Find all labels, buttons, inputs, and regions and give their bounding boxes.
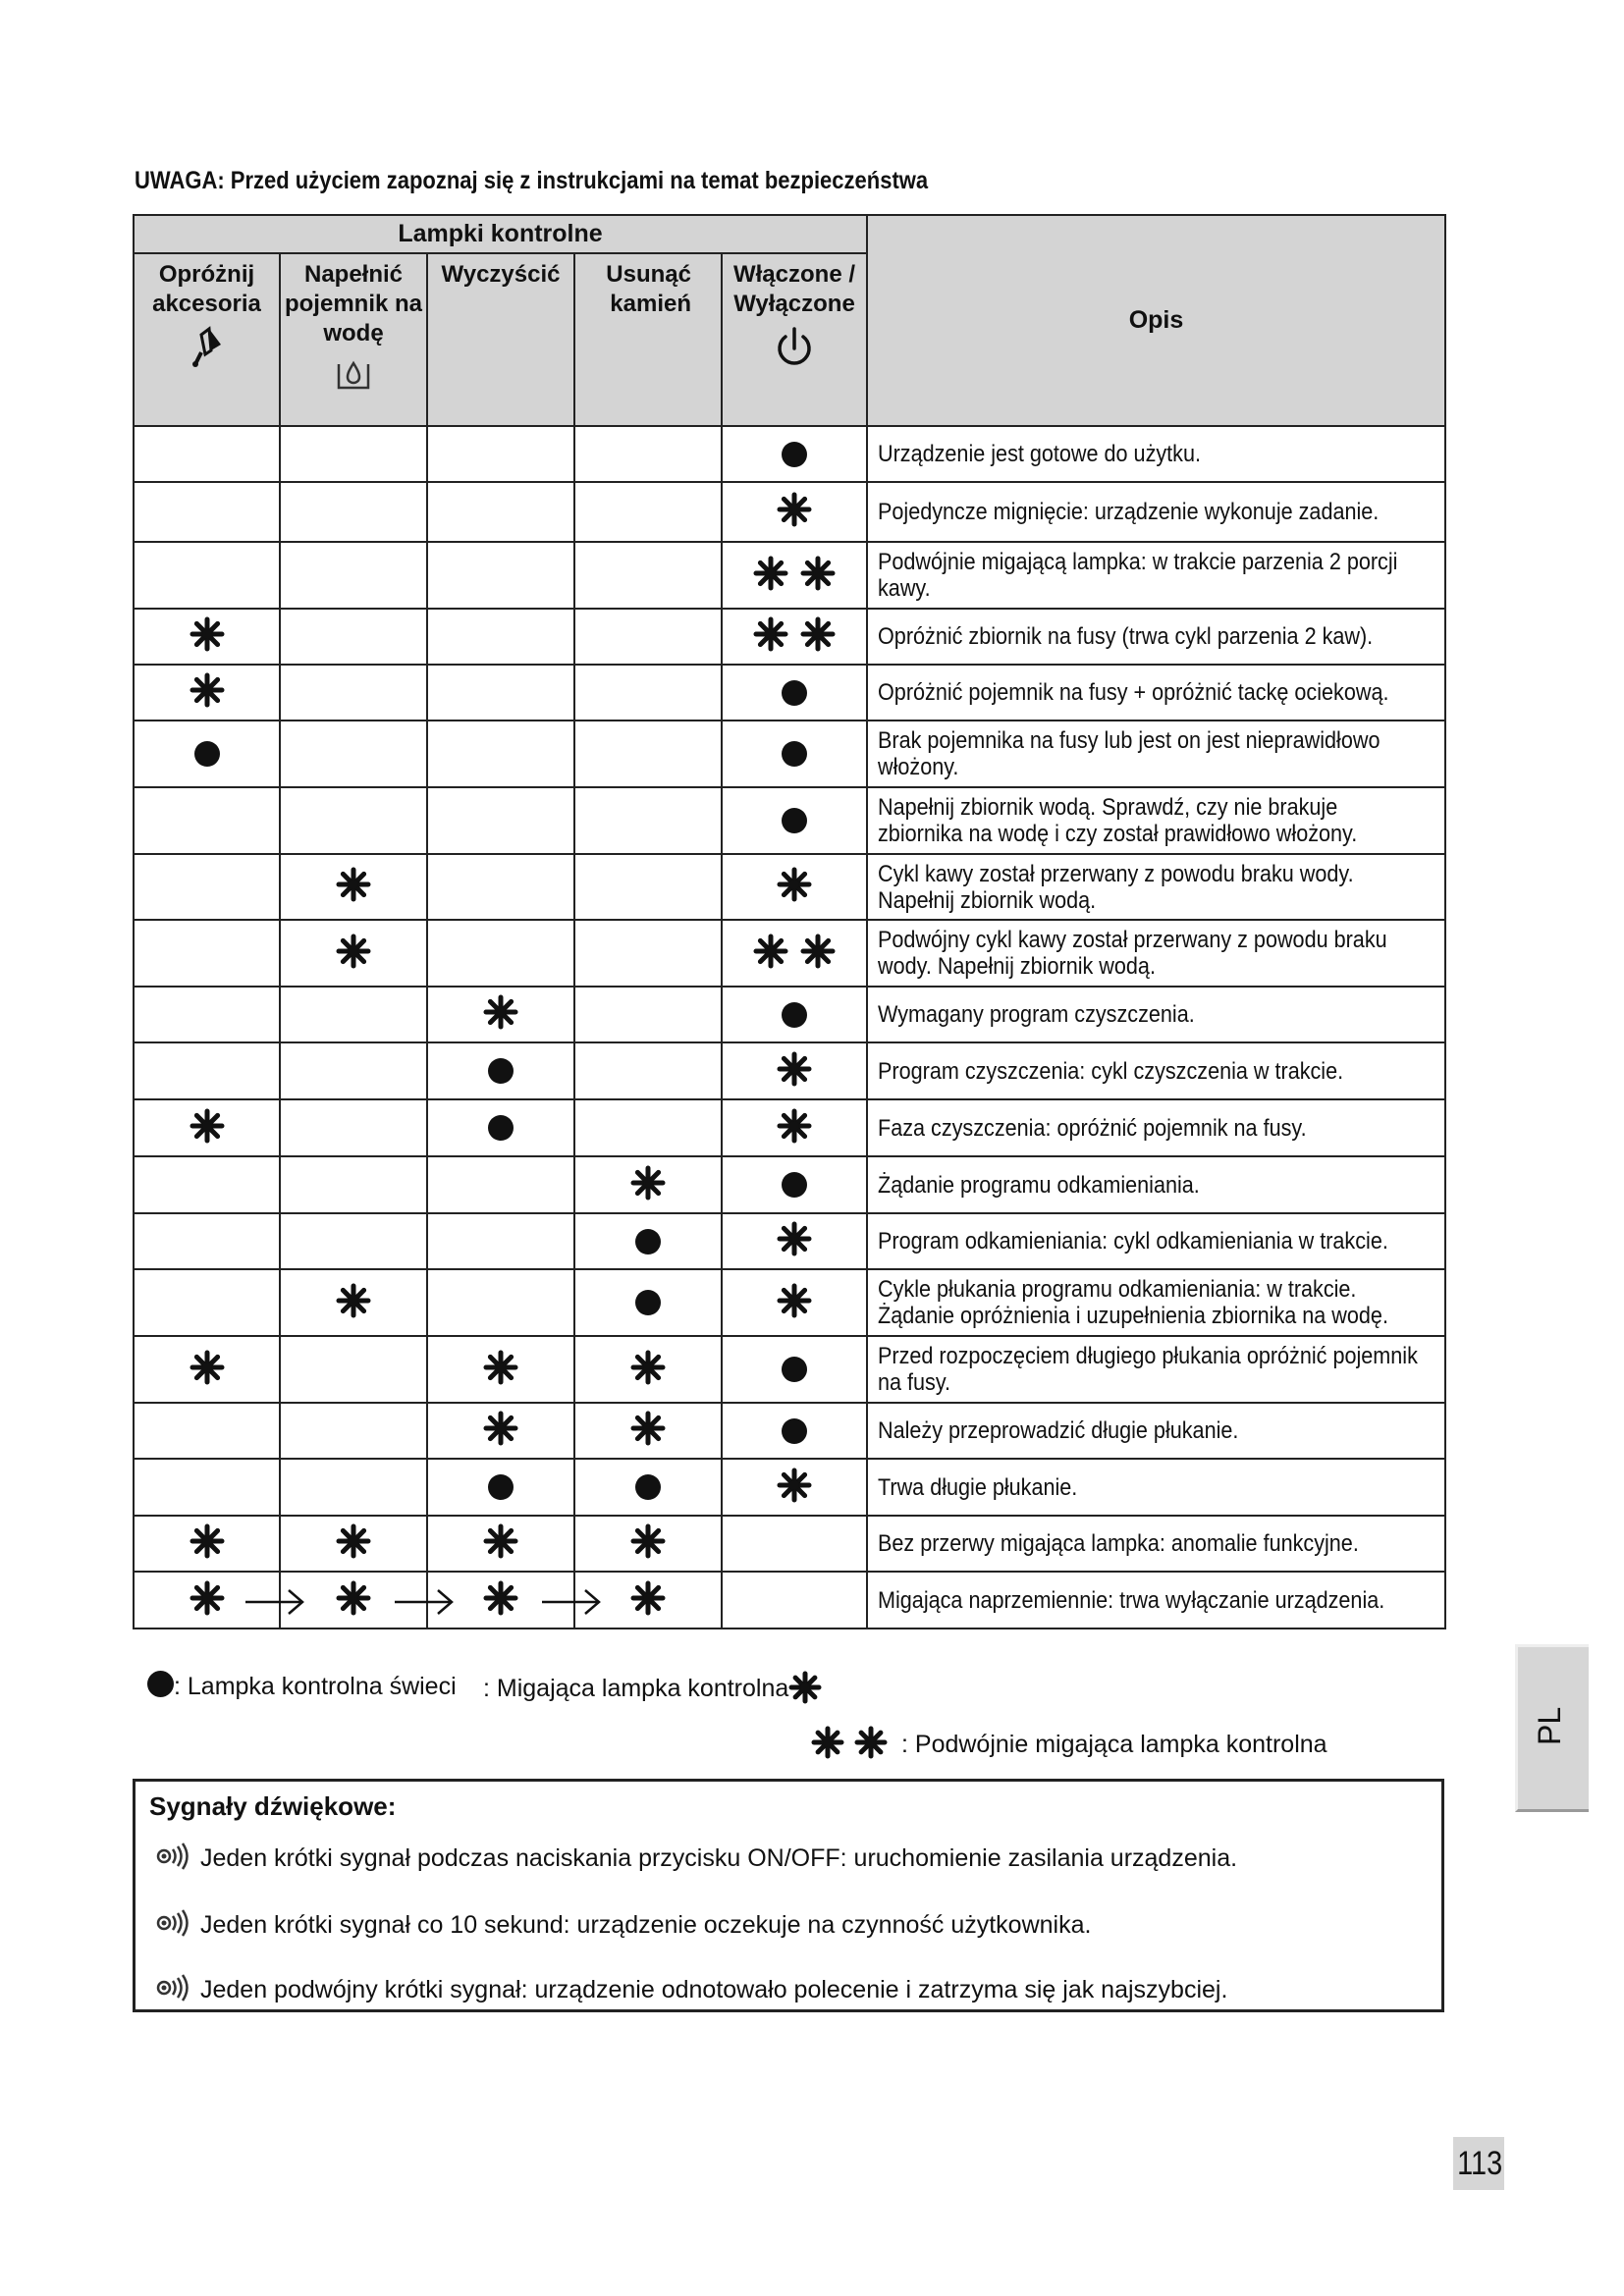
row-description [867, 854, 1445, 920]
blinking-light-icon [336, 1523, 371, 1564]
row-description [867, 1099, 1445, 1156]
column-header-line: kamień [610, 291, 691, 317]
indicator-cell [722, 542, 867, 609]
indicator-cell [134, 426, 280, 482]
column-header-line: Usunąć [606, 261, 691, 288]
table-row [134, 1459, 1445, 1516]
indicator-cell [722, 920, 867, 987]
indicator-cell [280, 1459, 427, 1516]
sound-signal-item [155, 1909, 1091, 1944]
light-on-icon [194, 741, 220, 767]
light-on-icon [782, 442, 807, 467]
row-description-text: Opróżnić zbiornik na fusy (trwa cykl parzenia 2 kaw). [878, 623, 1374, 650]
legend-blink-text: : Migająca lampka kontrolna [483, 1675, 789, 1702]
row-description [867, 1042, 1445, 1099]
indicator-cell [427, 1459, 574, 1516]
blinking-light-icon [483, 1350, 518, 1390]
indicator-cell [574, 542, 722, 609]
indicator-cell [574, 721, 722, 787]
light-on-icon [635, 1474, 661, 1500]
accessory-icon [135, 325, 279, 376]
column-header-line: pojemnik na [284, 291, 423, 317]
row-description-text: Brak pojemnika na fusy lub jest on jest nieprawidłowo włożony. [878, 727, 1380, 780]
row-description [867, 721, 1445, 787]
indicator-cell [134, 987, 280, 1042]
indicator-cell [134, 542, 280, 609]
table-row [134, 854, 1445, 920]
indicator-cell [574, 482, 722, 542]
row-description [867, 542, 1445, 609]
indicator-cell [427, 426, 574, 482]
table-row [134, 426, 1445, 482]
table-row [134, 920, 1445, 987]
indicator-cell [574, 1516, 722, 1572]
indicator-cell [574, 1099, 722, 1156]
blinking-light-icon [336, 867, 371, 907]
indicator-cell [134, 482, 280, 542]
sound-icon [155, 1974, 190, 2008]
row-description [867, 920, 1445, 987]
indicator-cell [134, 1042, 280, 1099]
indicator-cell [134, 1213, 280, 1269]
indicator-cell [722, 1336, 867, 1403]
row-description-text: Żądanie programu odkamieniania. [878, 1171, 1200, 1199]
indicator-cell [427, 1403, 574, 1459]
column-header [280, 253, 427, 426]
column-header-line: Wyczyścić [441, 261, 561, 288]
row-description-text: Cykl kawy został przerwany z powodu braku wody. Napełnij zbiornik wodą. [878, 860, 1354, 914]
row-description-text: Wymagany program czyszczenia. [878, 1001, 1195, 1028]
indicator-cell [280, 1269, 427, 1336]
blinking-light-icon [753, 616, 788, 657]
row-description [867, 1516, 1445, 1572]
indicator-cell [280, 920, 427, 987]
indicator-cell [722, 1403, 867, 1459]
row-description-text: Urządzenie jest gotowe do użytku. [878, 441, 1201, 467]
indicator-cell [134, 1156, 280, 1213]
water-tank-icon [281, 354, 426, 401]
indicator-cell [134, 1336, 280, 1403]
indicator-cell [280, 987, 427, 1042]
indicator-cell [280, 665, 427, 721]
indicator-cell [280, 609, 427, 665]
blinking-light-icon [777, 492, 812, 532]
indicator-cell [574, 1042, 722, 1099]
row-description [867, 787, 1445, 854]
legend-double [811, 1726, 1327, 1766]
table-row [134, 1042, 1445, 1099]
indicator-cell [427, 1336, 574, 1403]
indicator-cell [427, 1213, 574, 1269]
indicator-cell [280, 787, 427, 854]
blinking-light-icon [753, 556, 788, 596]
blinking-light-icon [189, 1350, 225, 1390]
light-on-icon [635, 1229, 661, 1255]
indicator-cell [574, 787, 722, 854]
indicator-cell [427, 854, 574, 920]
light-on-icon [782, 1418, 807, 1444]
indicator-cell [722, 987, 867, 1042]
legend-on-text: : Lampka kontrolna świeci [174, 1673, 457, 1700]
column-header-line: Wyłączone [733, 291, 855, 317]
indicator-cell [427, 721, 574, 787]
column-header [134, 253, 280, 426]
blinking-light-icon [189, 1580, 225, 1621]
indicator-cell [427, 542, 574, 609]
column-header-line: Opróżnij [158, 261, 255, 288]
blinking-light-icon [483, 1523, 518, 1564]
page-number [1453, 2137, 1504, 2190]
column-header-line: Napełnić [303, 261, 404, 288]
blinking-light-icon [483, 1580, 518, 1621]
indicator-cell [280, 1572, 427, 1629]
indicator-cell [134, 1269, 280, 1336]
blinking-light-icon [336, 1283, 371, 1323]
indicator-table [133, 214, 1446, 1629]
blinking-light-icon [777, 1221, 812, 1261]
indicator-cell [134, 1403, 280, 1459]
indicator-cell [134, 854, 280, 920]
row-description-text: Należy przeprowadzić długie płukanie. [878, 1417, 1239, 1444]
light-on-icon [782, 1002, 807, 1028]
indicator-cell [722, 665, 867, 721]
indicator-cell [427, 609, 574, 665]
indicator-cell [574, 1156, 722, 1213]
light-on-icon [782, 1172, 807, 1198]
indicator-cell [722, 1269, 867, 1336]
row-description [867, 609, 1445, 665]
table-row [134, 987, 1445, 1042]
indicator-cell [427, 1156, 574, 1213]
indicator-cell [280, 1336, 427, 1403]
indicator-cell [134, 920, 280, 987]
table-row [134, 609, 1445, 665]
blinking-light-icon [777, 1468, 812, 1508]
table-row [134, 1269, 1445, 1336]
indicator-cell [427, 665, 574, 721]
light-on-icon [782, 680, 807, 706]
row-description-text: Podwójnie migającą lampka: w trakcie parzenia 2 porcji kawy. [878, 549, 1398, 602]
column-header [574, 253, 722, 426]
indicator-cell [722, 426, 867, 482]
row-description-text: Migająca naprzemiennie: trwa wyłączanie urządzenia. [878, 1586, 1385, 1614]
indicator-cell [134, 609, 280, 665]
row-description-text: Trwa długie płukanie. [878, 1473, 1078, 1501]
indicator-cell [427, 1099, 574, 1156]
indicator-cell [574, 609, 722, 665]
indicator-cell [574, 920, 722, 987]
table-row [134, 787, 1445, 854]
indicator-cell [427, 482, 574, 542]
table-row [134, 482, 1445, 542]
table-row [134, 1403, 1445, 1459]
indicator-cell [280, 1213, 427, 1269]
indicator-cell [574, 1336, 722, 1403]
row-description-text: Bez przerwy migająca lampka: anomalie funkcyjne. [878, 1530, 1359, 1557]
column-header-line: akcesoria [152, 291, 261, 317]
indicator-cell [574, 1269, 722, 1336]
light-on-icon [635, 1290, 661, 1315]
indicator-cell [574, 426, 722, 482]
blinking-light-icon [777, 1051, 812, 1092]
indicator-cell [280, 1403, 427, 1459]
row-description-text: Cykle płukania programu odkamieniania: w trakcie. Żądanie opróżnienia i uzupełnienia zbiornika na wodę. [878, 1276, 1388, 1329]
row-description [867, 1336, 1445, 1403]
blinking-light-icon [483, 1411, 518, 1451]
blinking-light-icon [777, 1108, 812, 1148]
indicator-cell [574, 1572, 722, 1629]
indicator-cell [280, 426, 427, 482]
blinking-light-icon [777, 1283, 812, 1323]
blinking-light-icon [800, 934, 836, 974]
group-header: Lampki kontrolne [134, 215, 867, 253]
blinking-light-icon [189, 1108, 225, 1148]
table-row [134, 721, 1445, 787]
row-description-text: Przed rozpoczęciem długiego płukania opróżnić pojemnik na fusy. [878, 1343, 1418, 1396]
blinking-light-icon [788, 1675, 822, 1702]
table-row [134, 1336, 1445, 1403]
row-description [867, 1269, 1445, 1336]
power-icon [723, 325, 866, 378]
blinking-light-icon [336, 1580, 371, 1621]
indicator-cell [134, 721, 280, 787]
light-on-icon [488, 1474, 514, 1500]
indicator-cell [427, 1042, 574, 1099]
blinking-light-icon [630, 1165, 666, 1205]
indicator-cell [280, 721, 427, 787]
blinking-light-icon [753, 934, 788, 974]
row-description-text: Program czyszczenia: cykl czyszczenia w trakcie. [878, 1057, 1344, 1085]
light-on-icon [147, 1671, 174, 1697]
indicator-cell [574, 665, 722, 721]
table-row [134, 1213, 1445, 1269]
row-description [867, 1459, 1445, 1516]
indicator-cell [722, 1459, 867, 1516]
row-description [867, 987, 1445, 1042]
blinking-light-icon [189, 616, 225, 657]
safety-warning: UWAGA: Przed użyciem zapoznaj się z instrukcjami na temat bezpieczeństwa [135, 167, 929, 194]
column-header [427, 253, 574, 426]
sound-signal-text: Jeden krótki sygnał podczas naciskania przycisku ON/OFF: uruchomienie zasilania urządzenia. [200, 1844, 1238, 1873]
row-description [867, 1403, 1445, 1459]
blinking-light-icon [800, 616, 836, 657]
light-on-icon [488, 1115, 514, 1141]
indicator-cell [427, 920, 574, 987]
indicator-cell [574, 1459, 722, 1516]
blinking-light-icon [777, 867, 812, 907]
indicator-cell [722, 721, 867, 787]
double-blinking-light-icon [811, 1731, 888, 1758]
row-description-text: Faza czyszczenia: opróżnić pojemnik na fusy. [878, 1114, 1307, 1142]
row-description [867, 482, 1445, 542]
indicator-cell [722, 1156, 867, 1213]
light-on-icon [488, 1058, 514, 1084]
blinking-light-icon [189, 672, 225, 713]
indicator-cell [280, 854, 427, 920]
sound-signal-text: Jeden podwójny krótki sygnał: urządzenie odnotowało polecenie i zatrzyma się jak najszybciej. [200, 1976, 1228, 2004]
indicator-cell [280, 1516, 427, 1572]
row-description-text: Podwójny cykl kawy został przerwany z powodu braku wody. Napełnij zbiornik wodą. [878, 927, 1387, 980]
indicator-cell [427, 1269, 574, 1336]
row-description-text: Pojedyncze mignięcie: urządzenie wykonuje zadanie. [878, 499, 1380, 525]
blinking-light-icon [483, 994, 518, 1035]
indicator-cell [427, 1516, 574, 1572]
sound-signal-item [155, 1974, 1227, 2008]
indicator-cell [134, 1516, 280, 1572]
sound-signals-box [133, 1779, 1444, 2012]
indicator-cell [134, 1572, 280, 1629]
row-description [867, 1572, 1445, 1629]
indicator-cell [280, 1099, 427, 1156]
indicator-cell [427, 1572, 574, 1629]
indicator-cell [427, 787, 574, 854]
legend-blink [483, 1671, 822, 1711]
indicator-cell [280, 1156, 427, 1213]
description-header: Opis [867, 215, 1445, 426]
row-description-text: Opróżnić pojemnik na fusy + opróżnić tackę ociekową. [878, 679, 1389, 706]
page-number-text: 113 [1457, 2145, 1503, 2182]
blinking-light-icon [630, 1411, 666, 1451]
light-on-icon [782, 1357, 807, 1382]
blinking-light-icon [630, 1580, 666, 1621]
row-description [867, 1156, 1445, 1213]
table-row [134, 1099, 1445, 1156]
indicator-cell [280, 1042, 427, 1099]
indicator-cell [574, 854, 722, 920]
language-code: PL [1532, 1706, 1567, 1745]
column-header [722, 253, 867, 426]
indicator-cell [722, 482, 867, 542]
legend-on [147, 1671, 457, 1701]
legend-double-text: : Podwójnie migająca lampka kontrolna [901, 1731, 1327, 1759]
table-row [134, 1572, 1445, 1629]
blinking-light-icon [189, 1523, 225, 1564]
indicator-cell [134, 665, 280, 721]
indicator-cell [722, 854, 867, 920]
row-description [867, 665, 1445, 721]
indicator-cell [722, 1516, 867, 1572]
row-description [867, 1213, 1445, 1269]
sound-signals-title: Sygnały dźwiękowe: [149, 1791, 397, 1821]
indicator-cell [722, 1572, 867, 1629]
indicator-cell [427, 987, 574, 1042]
row-description [867, 426, 1445, 482]
sound-signal-text: Jeden krótki sygnał co 10 sekund: urządzenie oczekuje na czynność użytkownika. [200, 1911, 1092, 1940]
indicator-cell [134, 1459, 280, 1516]
indicator-cell [574, 987, 722, 1042]
sound-signal-item [155, 1842, 1237, 1877]
indicator-cell [722, 609, 867, 665]
indicator-cell [280, 542, 427, 609]
blinking-light-icon [630, 1350, 666, 1390]
row-description-text: Napełnij zbiornik wodą. Sprawdź, czy nie brakuje zbiornika na wodę i czy został prawidłowo włożony. [878, 794, 1358, 847]
language-tab [1515, 1644, 1589, 1812]
sound-icon [155, 1909, 190, 1944]
indicator-cell [722, 787, 867, 854]
blinking-light-icon [336, 934, 371, 974]
indicator-cell [722, 1213, 867, 1269]
indicator-cell [280, 482, 427, 542]
light-on-icon [782, 808, 807, 833]
indicator-cell [134, 1099, 280, 1156]
table-row [134, 542, 1445, 609]
indicator-cell [722, 1099, 867, 1156]
table-row [134, 1156, 1445, 1213]
column-header-line: Włączone / [732, 261, 856, 288]
table-row [134, 665, 1445, 721]
column-header-line: wodę [323, 320, 384, 347]
indicator-cell [574, 1403, 722, 1459]
blinking-light-icon [630, 1523, 666, 1564]
sound-icon [155, 1842, 190, 1877]
blinking-light-icon [800, 556, 836, 596]
indicator-cell [134, 787, 280, 854]
indicator-cell [722, 1042, 867, 1099]
light-on-icon [782, 741, 807, 767]
indicator-cell [574, 1213, 722, 1269]
table-row [134, 1516, 1445, 1572]
row-description-text: Program odkamieniania: cykl odkamieniania w trakcie. [878, 1228, 1388, 1255]
